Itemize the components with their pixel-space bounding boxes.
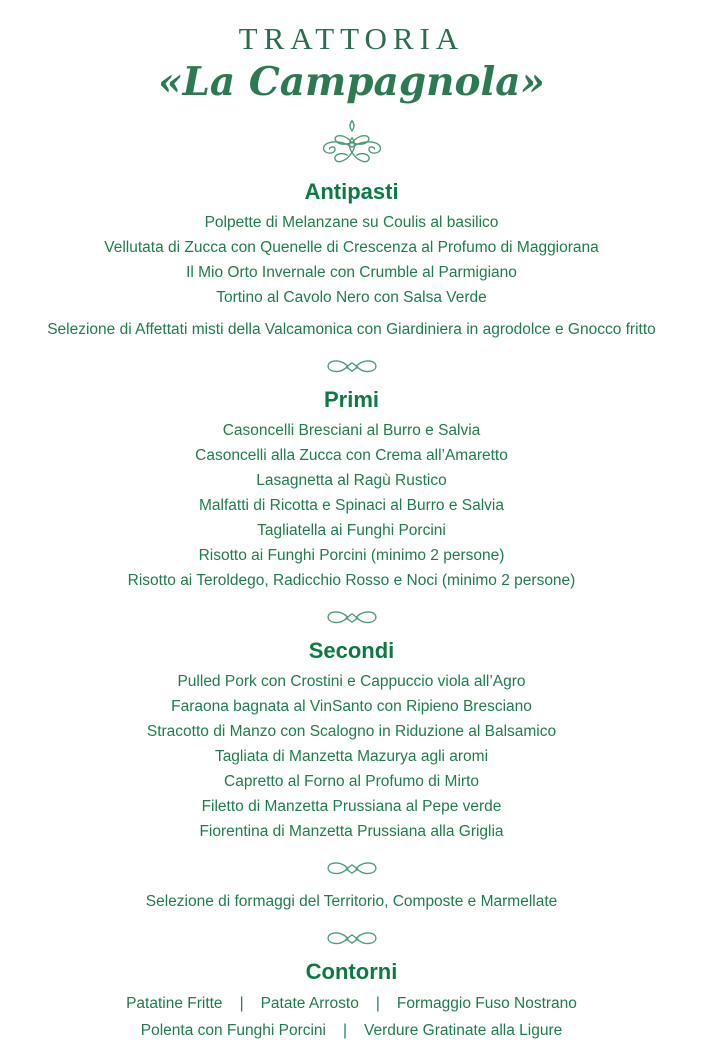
menu-item: Faraona bagnata al VinSanto con Ripieno Bresciano	[171, 698, 532, 715]
divider-ornament-icon	[0, 357, 703, 379]
section-title-secondi: Secondi	[308, 638, 395, 663]
menu-item: Polpette di Melanzane su Coulis al basilico	[204, 214, 499, 231]
menu-item: Casoncelli alla Zucca con Crema all’Amaretto	[195, 447, 508, 464]
menu-item: Il Mio Orto Invernale con Crumble al Parmigiano	[186, 264, 517, 281]
section-title-primi: Primi	[323, 387, 380, 412]
restaurant-type-title: TRATTORIA	[238, 21, 465, 56]
divider-ornament-icon	[0, 929, 703, 951]
menu-item: Malfatti di Ricotta e Spinaci al Burro e Salvia	[199, 497, 504, 514]
menu-item: Patate Arrosto	[260, 995, 359, 1012]
pipe-separator: |	[239, 995, 244, 1012]
menu-item: Casoncelli Bresciani al Burro e Salvia	[222, 422, 481, 439]
menu-item: Capretto al Forno al Profumo di Mirto	[224, 773, 479, 790]
pipe-separator: |	[375, 995, 380, 1012]
menu-item: Polenta con Funghi Porcini	[140, 1022, 327, 1039]
contorni-row	[0, 990, 703, 1017]
menu-item: Selezione di Affettati misti della Valcamonica con Giardiniera in agrodolce e Gnocco fritto	[47, 321, 656, 338]
menu-item: Stracotto di Manzo con Scalogno in Riduzione al Balsamico	[146, 723, 557, 740]
menu-item: Tagliatella ai Funghi Porcini	[257, 522, 446, 539]
divider-ornament-icon	[0, 859, 703, 881]
menu-item: Pulled Pork con Crostini e Cappuccio viola all’Agro	[177, 673, 526, 690]
pipe-separator: |	[343, 1022, 348, 1039]
divider-ornament-icon	[0, 608, 703, 630]
flourish-ornament-icon	[0, 119, 703, 171]
menu-item: Vellutata di Zucca con Quenelle di Crescenza al Profumo di Maggiorana	[104, 239, 599, 256]
menu-item: Fiorentina di Manzetta Prussiana alla Griglia	[199, 823, 504, 840]
section-title-antipasti: Antipasti	[304, 179, 399, 204]
menu-item: Patatine Fritte	[126, 995, 223, 1012]
menu-item: Lasagnetta al Ragù Rustico	[256, 472, 447, 489]
cheese-selection-note: Selezione di formaggi del Territorio, Composte e Marmellate	[145, 893, 558, 910]
menu-item: Tagliata di Manzetta Mazurya agli aromi	[214, 748, 489, 765]
section-title-contorni: Contorni	[305, 959, 398, 984]
menu-item: Risotto ai Funghi Porcini (minimo 2 persone)	[198, 547, 505, 564]
contorni-row	[0, 1017, 703, 1044]
menu-item: Filetto di Manzetta Prussiana al Pepe verde	[201, 798, 502, 815]
menu-item: Verdure Gratinate alla Ligure	[364, 1022, 563, 1039]
restaurant-name: «La Campagnola»	[158, 59, 545, 105]
menu-item: Formaggio Fuso Nostrano	[396, 995, 577, 1012]
menu-item: Risotto ai Teroldego, Radicchio Rosso e Noci (minimo 2 persone)	[127, 572, 576, 589]
menu-item: Tortino al Cavolo Nero con Salsa Verde	[216, 289, 487, 306]
